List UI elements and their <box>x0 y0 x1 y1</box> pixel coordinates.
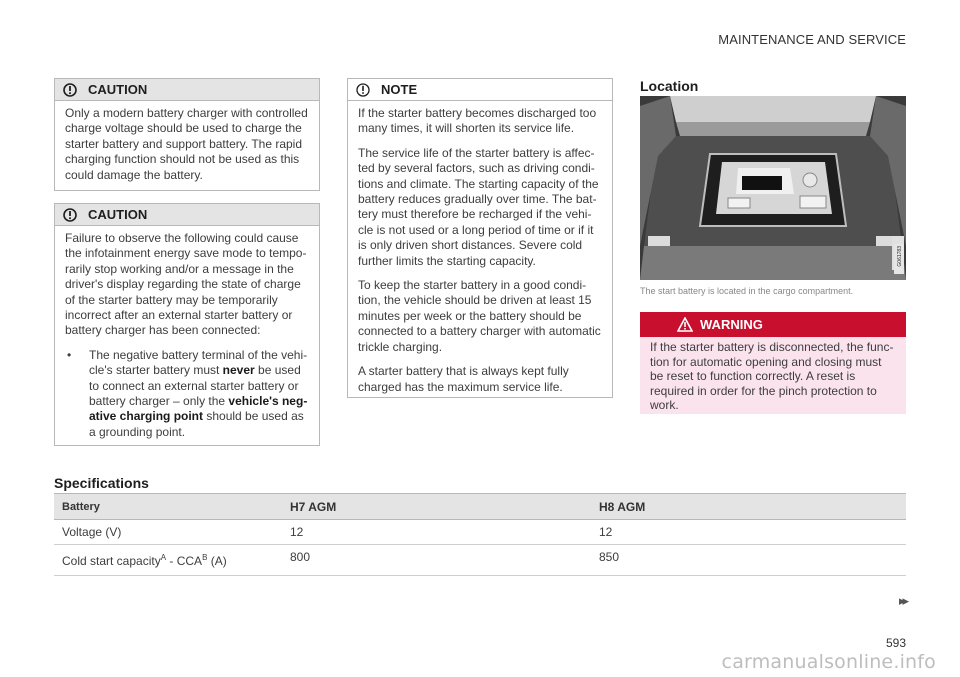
caution-icon <box>63 208 77 222</box>
photo-caption: The start battery is located in the cargo compartment. <box>640 286 854 296</box>
caution-header <box>55 79 319 101</box>
column-header: H8 AGM <box>591 494 906 520</box>
caution-title: CAUTION <box>88 82 148 97</box>
note-title: NOTE <box>381 82 418 97</box>
table-header-row <box>54 494 906 520</box>
caution-bullet <box>65 348 309 440</box>
warning-triangle-icon <box>677 317 693 332</box>
table-cell: 12 <box>591 520 906 545</box>
page-number: 593 <box>885 636 906 650</box>
specifications-table <box>54 493 906 576</box>
table-row <box>54 520 906 545</box>
bullet-dot-icon: • <box>67 347 72 362</box>
note-paragraph: The service life of the starter battery is affected by several factors, such as driving conditions and climate. The starting capacity of the battery reduces gradually over time. The battery must therefore be recharged if the vehicle is not used or a long period of time or if it is only driven short distances. Severe cold further limits the starting capacity. <box>358 145 599 268</box>
warning-header <box>640 312 906 337</box>
cargo-illustration <box>640 96 906 280</box>
note-box <box>347 78 613 398</box>
note-paragraph: If the starter battery becomes discharged too many times, it will shorten its service life. <box>358 106 597 136</box>
caution-header <box>55 204 319 226</box>
table-cell: 12 <box>282 520 591 545</box>
caution-text: Only a modern battery charger with controlled charge voltage should be used to charge the starter battery and support battery. The rapid charging function should not be used as this could damage the battery. <box>65 106 308 182</box>
continue-chevron-icon: ▸▸ <box>898 593 906 608</box>
section-header: MAINTENANCE AND SERVICE <box>718 32 906 47</box>
location-title: Location <box>640 78 699 94</box>
note-paragraph: To keep the starter battery in a good condition, the vehicle should be driven at least 15 minutes per week or the battery should be connected to a battery charger with automatic trickle charging. <box>358 278 601 354</box>
column-header: Battery <box>54 494 282 520</box>
table-cell: 800 <box>282 545 591 576</box>
caution-box-energy-save <box>54 203 320 446</box>
info-icon <box>356 83 370 97</box>
warning-box <box>640 312 906 414</box>
caution-box-charger <box>54 78 320 191</box>
caution-icon <box>63 83 77 97</box>
table-cell: 850 <box>591 545 906 576</box>
watermark: carmanualsonline.info <box>721 651 936 673</box>
bullet-text: The negative battery terminal of the vehicle's starter battery must never be used to connect an external starter battery or battery charger – only the vehicle's negative charging point should be used as a grounding point. <box>89 347 308 439</box>
cargo-compartment-photo <box>640 96 906 280</box>
image-code: G061783 <box>897 246 903 267</box>
warning-text: If the starter battery is disconnected, the function for automatic opening and closing must be reset to function correctly. A reset is required in order for the pinch protection to work. <box>650 340 894 413</box>
caution-text: Failure to observe the following could cause the infotainment energy save mode to temporarily stop working and/or a message in the driver's display regarding the state of charge of the starter battery may be temporarily incorrect after an external starter battery or battery charger has been connected: <box>65 231 307 338</box>
table-row <box>54 545 906 576</box>
specifications-title: Specifications <box>54 475 149 491</box>
caution-title: CAUTION <box>88 207 148 222</box>
table-cell: Voltage (V) <box>54 520 282 545</box>
warning-title: WARNING <box>700 317 763 332</box>
table-cell: Cold start capacity$^A$ - $CCA^B$ (A) <box>54 545 282 576</box>
note-header <box>348 79 612 101</box>
column-header: H7 AGM <box>282 494 591 520</box>
note-paragraph: A starter battery that is always kept fully charged has the maximum service life. <box>358 364 569 394</box>
